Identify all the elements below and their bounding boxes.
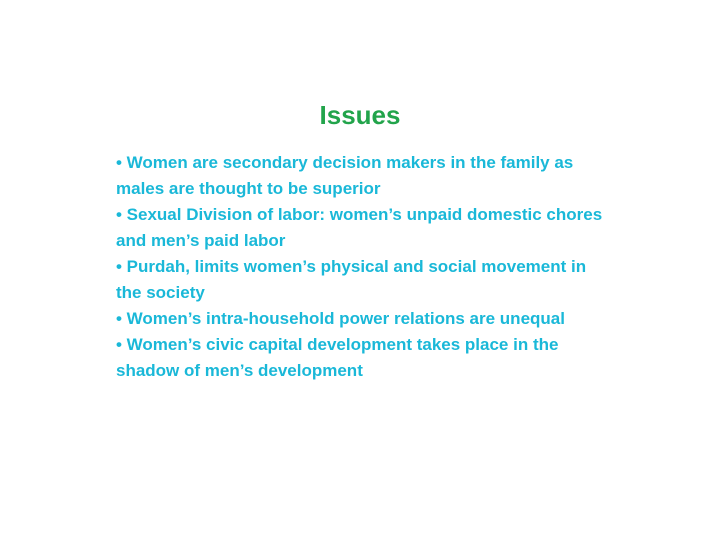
bullet-item: • Women’s intra-household power relations are unequal [116,309,565,328]
bullet-item: • Sexual Division of labor: women’s unpaid domestic chores and men’s paid labor [116,205,603,250]
slide-title-text: Issues [319,100,401,130]
bullet-item: • Women’s civic capital development takes place in the shadow of men’s development [116,335,559,380]
slide-title [0,98,720,132]
bullet-item: • Purdah, limits women’s physical and social movement in the society [116,257,587,302]
bullet-item: • Women are secondary decision makers in the family as males are thought to be superior [116,153,574,198]
bullet-list [116,150,616,384]
